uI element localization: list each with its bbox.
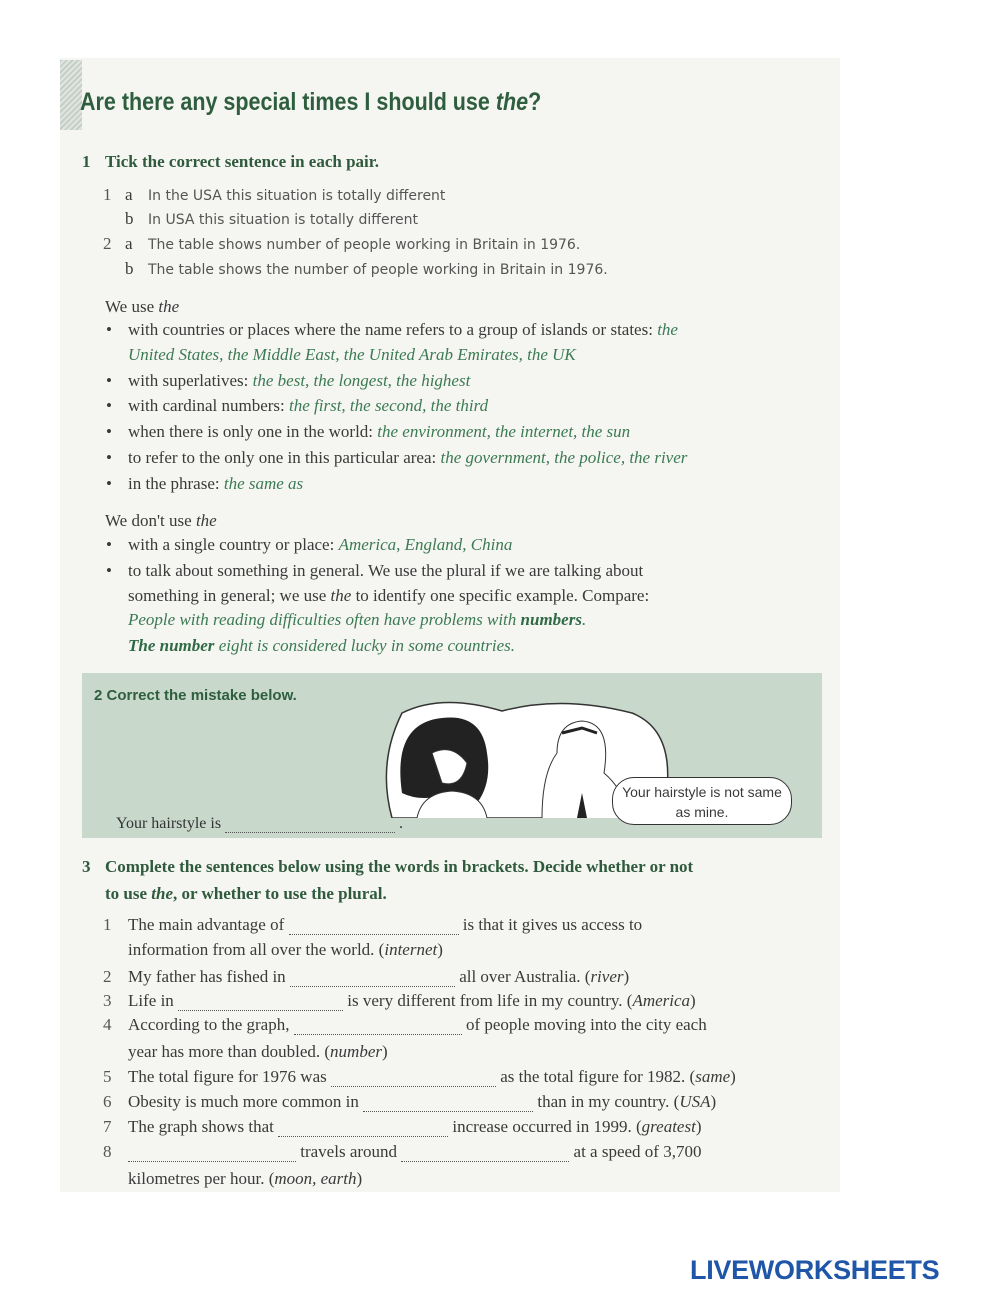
text-run: The total figure for 1976 was (128, 1067, 331, 1086)
item-number: 3 (103, 991, 112, 1010)
item-number: 3 (82, 857, 91, 876)
text-run: to identify one specific example. Compare: (351, 586, 650, 605)
item-number: 5 (103, 1067, 112, 1086)
text-run: ) (695, 1117, 702, 1136)
fill-in-blank[interactable] (278, 1122, 448, 1137)
text-line (128, 396, 488, 416)
text-run: The table shows number of people working in Britain in 1976. (148, 237, 581, 253)
item-number: 2 (103, 234, 112, 253)
text-line (148, 209, 418, 229)
text-run: moon, earth (274, 1169, 357, 1188)
text-line (105, 857, 693, 877)
text-line (128, 474, 303, 494)
text-run: same (695, 1067, 731, 1086)
text-run: the (657, 320, 678, 339)
text-line (105, 297, 179, 317)
text-run: year has more than doubled. ( (128, 1042, 331, 1061)
item-number: 8 (103, 1142, 112, 1161)
bullet-icon: • (106, 474, 112, 493)
text-line (128, 448, 687, 468)
text-run: America, England, China (338, 535, 513, 554)
text-run: The main advantage of (128, 915, 289, 934)
fill-in-blank[interactable] (290, 972, 455, 987)
text-run: Complete the sentences below using the words in brackets. Decide whether or not (105, 857, 694, 876)
bullet-icon: • (106, 448, 112, 467)
text-run: ) (382, 1042, 388, 1061)
text-run: number (330, 1042, 382, 1061)
bullet-icon: • (106, 371, 112, 390)
text-run: The number (128, 636, 215, 655)
text-run: Tick the correct sentence in each pair. (105, 152, 380, 171)
text-line (128, 991, 696, 1011)
bullet-icon: • (106, 561, 112, 580)
text-run: at a speed of 3,700 (569, 1142, 702, 1161)
text-run: My father has fished in (128, 967, 290, 986)
text-run: to use (105, 884, 152, 903)
text-run: Life in (128, 991, 179, 1010)
text-line (148, 234, 580, 254)
item-number: 7 (103, 1117, 112, 1136)
text-run: of people moving into the city each (461, 1015, 707, 1034)
exercise-2-heading: 2 Correct the mistake below. (94, 687, 297, 704)
title-text: Are there any special times I should use (80, 88, 496, 116)
text-run: information from all over the world. ( (128, 940, 385, 959)
text-run: In USA this situation is totally different (148, 212, 418, 228)
liveworksheets-logo: LIVEWORKSHEETS (690, 1255, 940, 1285)
text-run: We don't use (105, 511, 196, 530)
text-run: ) (710, 1092, 717, 1111)
exercise-2-answer-input[interactable] (225, 818, 395, 833)
text-run: to refer to the only one in this particular area: (128, 448, 441, 467)
text-run: ) (437, 940, 443, 959)
bullet-icon: • (106, 320, 112, 339)
text-run: The table shows the number of people working in Britain in 1976. (148, 262, 608, 278)
text-line (128, 320, 678, 340)
text-run: According to the graph, (128, 1015, 294, 1034)
fill-in-blank[interactable] (128, 1147, 296, 1162)
item-letter: a (125, 185, 133, 204)
text-run: ) (356, 1169, 363, 1188)
answer-prefix: Your hairstyle is (116, 815, 222, 832)
text-line (128, 1117, 701, 1137)
fill-in-blank[interactable] (401, 1147, 569, 1162)
text-line (128, 1142, 701, 1162)
text-line (128, 1015, 707, 1035)
text-line (128, 586, 649, 606)
item-number: 4 (103, 1015, 112, 1034)
exercise-2-answer (116, 815, 403, 833)
bullet-icon: • (106, 535, 112, 554)
item-number: 1 (103, 185, 112, 204)
text-run: is very different from life in my country. ( (343, 991, 633, 1010)
text-run: internet (384, 940, 438, 959)
text-run: numbers (520, 610, 582, 629)
text-run: river (590, 967, 624, 986)
item-number: 1 (82, 152, 91, 171)
text-run: ) (730, 1067, 736, 1086)
text-line (105, 152, 379, 172)
text-run: Obesity is much more common in (128, 1092, 364, 1111)
text-run: than in my country. ( (533, 1092, 680, 1111)
text-run: In the USA this situation is totally different (148, 188, 446, 204)
text-run: USA (679, 1092, 711, 1111)
text-run: to talk about something in general. We use the plural if we are talking about (128, 561, 644, 580)
text-run: the (158, 297, 180, 316)
text-line (128, 915, 642, 935)
unit-number-graphic (60, 60, 82, 130)
fill-in-blank[interactable] (363, 1097, 533, 1112)
text-run: when there is only one in the world: (128, 422, 378, 441)
text-run: with a single country or place: (128, 535, 339, 554)
item-letter: b (125, 259, 134, 278)
text-run: as the total figure for 1982. ( (496, 1067, 696, 1086)
text-line (105, 511, 217, 531)
text-run: . (581, 610, 587, 629)
text-run: eight is considered lucky in some countries. (214, 636, 516, 655)
text-run: the best, the longest, the highest (252, 371, 471, 390)
text-run: something in general; we use (128, 586, 331, 605)
bullet-icon: • (106, 396, 112, 415)
text-run: travels around (296, 1142, 402, 1161)
text-run: greatest (641, 1117, 696, 1136)
exercise-2-box (82, 673, 822, 838)
text-run: the (151, 884, 174, 903)
fill-in-blank[interactable] (331, 1072, 496, 1087)
text-run: The graph shows that (128, 1117, 279, 1136)
text-run: America (632, 991, 691, 1010)
text-run: kilometres per hour. ( (128, 1169, 275, 1188)
text-run: the government, the police, the river (440, 448, 688, 467)
page-title (80, 88, 541, 117)
text-line (128, 610, 586, 630)
text-line (128, 371, 470, 391)
text-run: the (330, 586, 352, 605)
text-line (128, 940, 443, 960)
item-letter: a (125, 234, 133, 253)
fill-in-blank[interactable] (289, 920, 459, 935)
item-letter: b (125, 209, 134, 228)
text-run: ) (690, 991, 696, 1010)
text-run: increase occurred in 1999. ( (448, 1117, 642, 1136)
text-line (128, 1042, 388, 1062)
item-number: 2 (103, 967, 112, 986)
text-run: in the phrase: (128, 474, 224, 493)
text-line (128, 636, 515, 656)
text-line (128, 535, 512, 555)
text-run: We use (105, 297, 159, 316)
text-run: with cardinal numbers: (128, 396, 289, 415)
text-run: with countries or places where the name refers to a group of islands or states: (128, 320, 658, 339)
text-run: all over Australia. ( (454, 967, 591, 986)
text-line (148, 259, 608, 279)
text-run: ) (623, 967, 630, 986)
text-line (128, 967, 629, 987)
item-number: 6 (103, 1092, 112, 1111)
fill-in-blank[interactable] (294, 1020, 462, 1035)
fill-in-blank[interactable] (178, 996, 343, 1011)
text-line (128, 1092, 716, 1112)
speech-bubble: Your hairstyle is not same as mine. (612, 777, 792, 825)
text-line (128, 422, 630, 442)
text-run: with superlatives: (128, 371, 253, 390)
bullet-icon: • (106, 422, 112, 441)
answer-suffix: . (399, 815, 404, 832)
text-run: is that it gives us access to (458, 915, 643, 934)
text-run: the (195, 511, 217, 530)
item-number: 1 (103, 915, 112, 934)
text-line (105, 884, 387, 904)
text-run: the same as (223, 474, 304, 493)
text-line (128, 1169, 362, 1189)
text-run: , or whether to use the plural. (173, 884, 387, 903)
text-run: the environment, the internet, the sun (377, 422, 631, 441)
text-line (128, 1067, 736, 1087)
text-run: People with reading difficulties often have problems with (128, 610, 521, 629)
text-line (128, 561, 643, 581)
title-emphasis: the (495, 88, 529, 116)
text-run: United States, the Middle East, the United Arab Emirates, the UK (128, 345, 576, 364)
text-line (148, 185, 445, 205)
text-line (128, 345, 576, 365)
title-end: ? (528, 88, 542, 116)
text-run: the first, the second, the third (289, 396, 489, 415)
